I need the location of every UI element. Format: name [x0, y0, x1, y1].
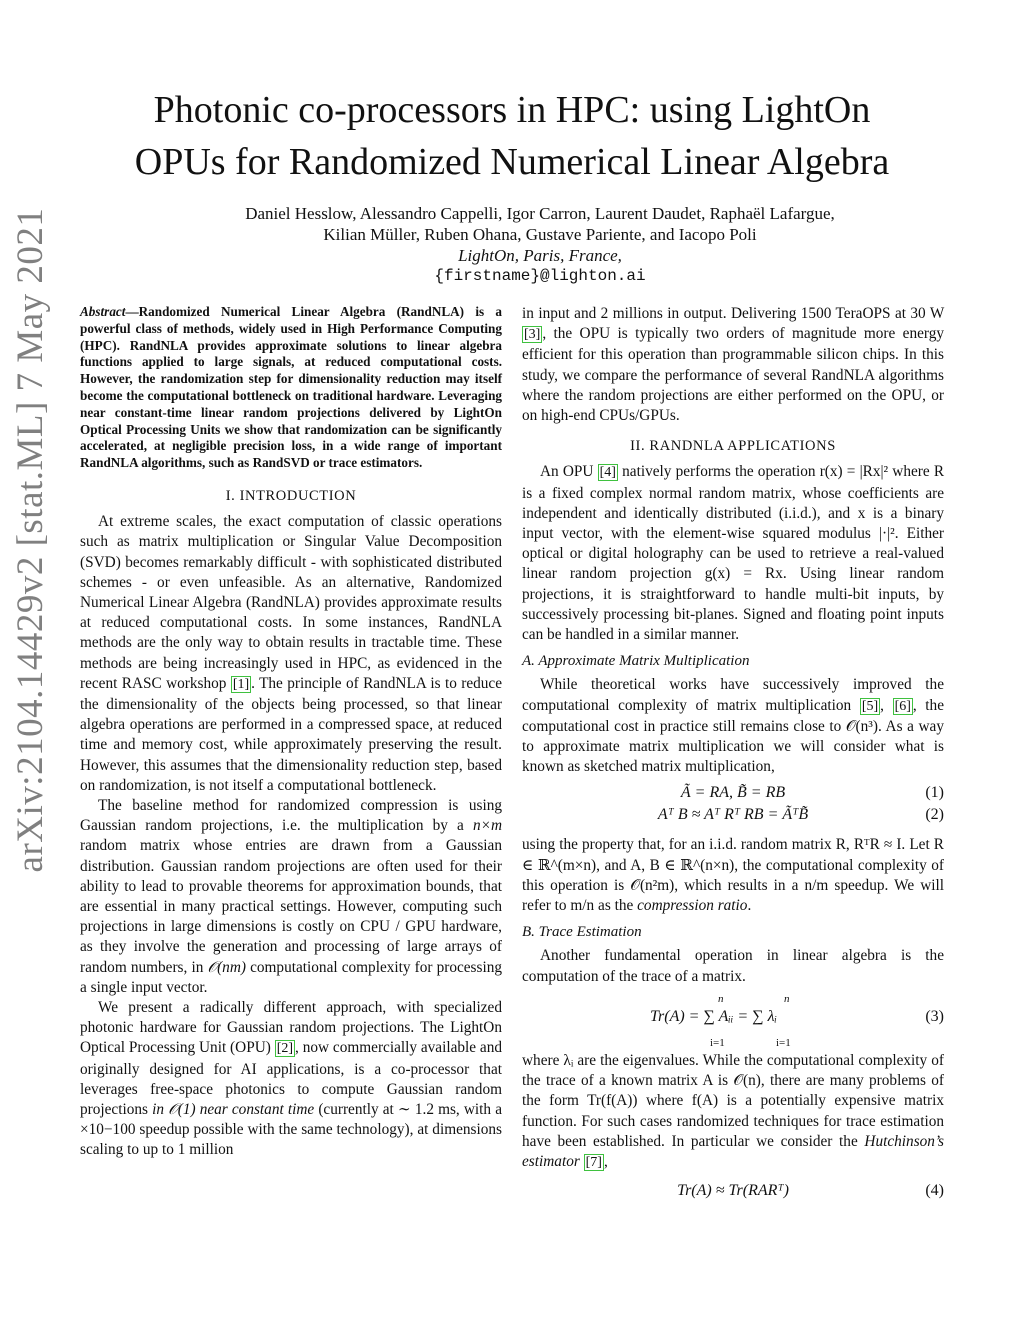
citation-link[interactable]: [3]	[524, 327, 541, 343]
affiliation: LightOn, Paris, France,	[458, 246, 622, 265]
intro-paragraph-1: At extreme scales, the exact computation of classic operations such as matrix multiplication or Singular Value Decomposition (SVD) becomes remarkably difficult - with sophisticated distributed schemes - or even unfeasible. As an alternative, Randomized Numerical Linear Algebra (RandNLA) provides approximate results at reduced computational costs. In some instances, RandNLA methods are the only way to obtain results in tractable time. These methods are being increasingly used in HPC, as evidenced in the recent RASC workshop [1] . The principle of RandNLA is to reduce the dimensionality of the objects being processed, so that linear algebra operations are performed in a compressed space, at reduced time and memory cost, while approximately preserving the result. However, this assumes that the dimensionality reduction step, based on randomization, is not itself a computational bottleneck.	[80, 513, 502, 794]
subsection-a-paragraph-1: While theoretical works have successively improved the computational complexity of matrix multiplication [5] , [6] , the computational cost in practice still remains close to 𝒪(n³). As a way to approximate matrix multiplication we will consider what is known as sketched matrix multiplication,	[522, 676, 944, 776]
citation-link[interactable]: [5]	[861, 698, 879, 714]
author-block	[120, 203, 960, 287]
section-heading-introduction: I. INTRODUCTION	[225, 487, 357, 504]
title-line-2: OPUs for Randomized Numerical Linear Algebra	[134, 141, 890, 183]
subsection-heading-a: A. Approximate Matrix Multiplication	[522, 653, 750, 670]
equation-2: Aᵀ B ≈ Aᵀ Rᵀ RB = ÃᵀB̃ (2)	[657, 806, 944, 824]
abstract-label: Abstract	[80, 304, 126, 319]
equation-1: Ã = RA, B̃ = RB (1)	[680, 784, 944, 802]
right-column	[522, 304, 944, 1203]
equation-3: Tr(A) = ∑ Aᵢᵢ = ∑ λᵢ n i=1 n i=1 (3)	[650, 992, 944, 1049]
authors-line-2: Kilian Müller, Ruben Ohana, Gustave Pariente, and Iacopo Poli	[323, 225, 757, 244]
right-paragraph-0: in input and 2 millions in output. Delivering 1500 TeraOPS at 30 W [3] , the OPU is typically two orders of magnitude more energy efficient for this operation than programmable silicon chips. In this study, we compare the performance of several RandNLA algorithms where the random projections are either performed on the OPU, or on high-end CPUs/GPUs.	[522, 305, 944, 425]
left-column	[80, 304, 502, 1161]
arxiv-sidebar: arXiv:2104.14429v2 [stat.ML] 7 May 2021	[10, 207, 51, 873]
citation-link[interactable]: [2]	[276, 1041, 294, 1057]
citation-link[interactable]: [1]	[232, 676, 250, 692]
citation-link[interactable]: [7]	[585, 1154, 602, 1170]
citation-link[interactable]: [6]	[894, 698, 911, 714]
subsection-heading-b: B. Trace Estimation	[522, 924, 642, 941]
applications-paragraph-1: An OPU [4] natively performs the operation r(x) = |Rx|² where R is a fixed complex normal random matrix, whose coefficients are independent and identically distributed (i.i.d.), and x is a binary input vector, with the element-wise squared modulus |·|². Either optical or digital holography can be used to retrieve a real-valued linear random projection g(x) = Rx. Using linear random projections, it is straightforward to handle multi-bit inputs, by successively processing bit-planes. Signed and floating point inputs can be handled in a similar manner.	[522, 463, 945, 644]
subsection-a-paragraph-2: using the property that, for an i.i.d. random matrix R, RᵀR ≈ I. Let R ∈ ℝ^(m×n), and A, B ∈ ℝ^(n×n), the computational complexity of this operation is 𝒪(n²m), which results in a n/m speedup. We will refer to m/n as the compression ratio.	[522, 836, 944, 915]
citation-link[interactable]: [4]	[599, 465, 616, 481]
title-line-1: Photonic co-processors in HPC: using LightOn	[153, 89, 871, 131]
abstract-text: —Randomized Numerical Linear Algebra (RandNLA) is a powerful class of methods, widely used in High Performance Computing (HPC). RandNLA provides approximate solutions to linear algebra functions applied to large signals, at reduced computational costs. However, the randomization step for dimensionality reduction may itself become the computational bottleneck on traditional hardware. Leveraging near constant-time linear random projections delivered by LightOn Optical Processing Units we show that randomization can be significantly accelerated, at negligible precision loss, in a wide range of important RandNLA algorithms, such as RandSVD or trace estimators.	[80, 304, 502, 471]
equation-4: Tr(A) ≈ Tr(RARᵀ) (4)	[677, 1182, 944, 1200]
email: {firstname}@lighton.ai	[434, 267, 646, 285]
section-heading-applications: II. RANDNLA APPLICATIONS	[630, 438, 836, 455]
intro-paragraph-3: We present a radically different approach, with specialized photonic hardware for Gaussian random projections. The LightOn Optical Processing Unit (OPU) [2] , now commercially available and originally designed for AI applications, is a co-processor that leverages free-space photonics to compute Gaussian random projections in 𝒪(1) near constant time (currently at ∼ 1.2 ms, with a ×10−100 speedup possible with the same technology), at dimensions scaling to up to 1 million	[80, 999, 503, 1159]
paper-title	[0, 84, 1024, 188]
abstract	[80, 304, 502, 472]
subsection-b-paragraph-1: Another fundamental operation in linear algebra is the computation of the trace of a matrix.	[522, 947, 944, 985]
authors-line-1: Daniel Hesslow, Alessandro Cappelli, Igor Carron, Laurent Daudet, Raphaël Lafargue,	[245, 204, 835, 223]
intro-paragraph-2: The baseline method for randomized compression is using Gaussian random projections, i.e. the multiplication by a n×m random matrix whose entries are drawn from a Gaussian distribution. Gaussian random projections are often used for their ability to lead to provable theorems for approximation bounds, that are essential in many practical settings. However, computing such projections in large dimensions is costly on CPU / GPU hardware, as they involve the generation and processing of large arrays of random numbers, in 𝒪(nm) computational complexity for processing a single input vector.	[80, 797, 502, 996]
subsection-b-paragraph-2: where λᵢ are the eigenvalues. While the computational complexity of the trace of a known matrix A is 𝒪(n), there are many problems of the form Tr(f(A)) where f(A) is a potentially expensive matrix function. For such cases randomized techniques for trace estimation have been established. In particular we consider the Hutchinson’s estimator [7] ,	[522, 1051, 945, 1170]
